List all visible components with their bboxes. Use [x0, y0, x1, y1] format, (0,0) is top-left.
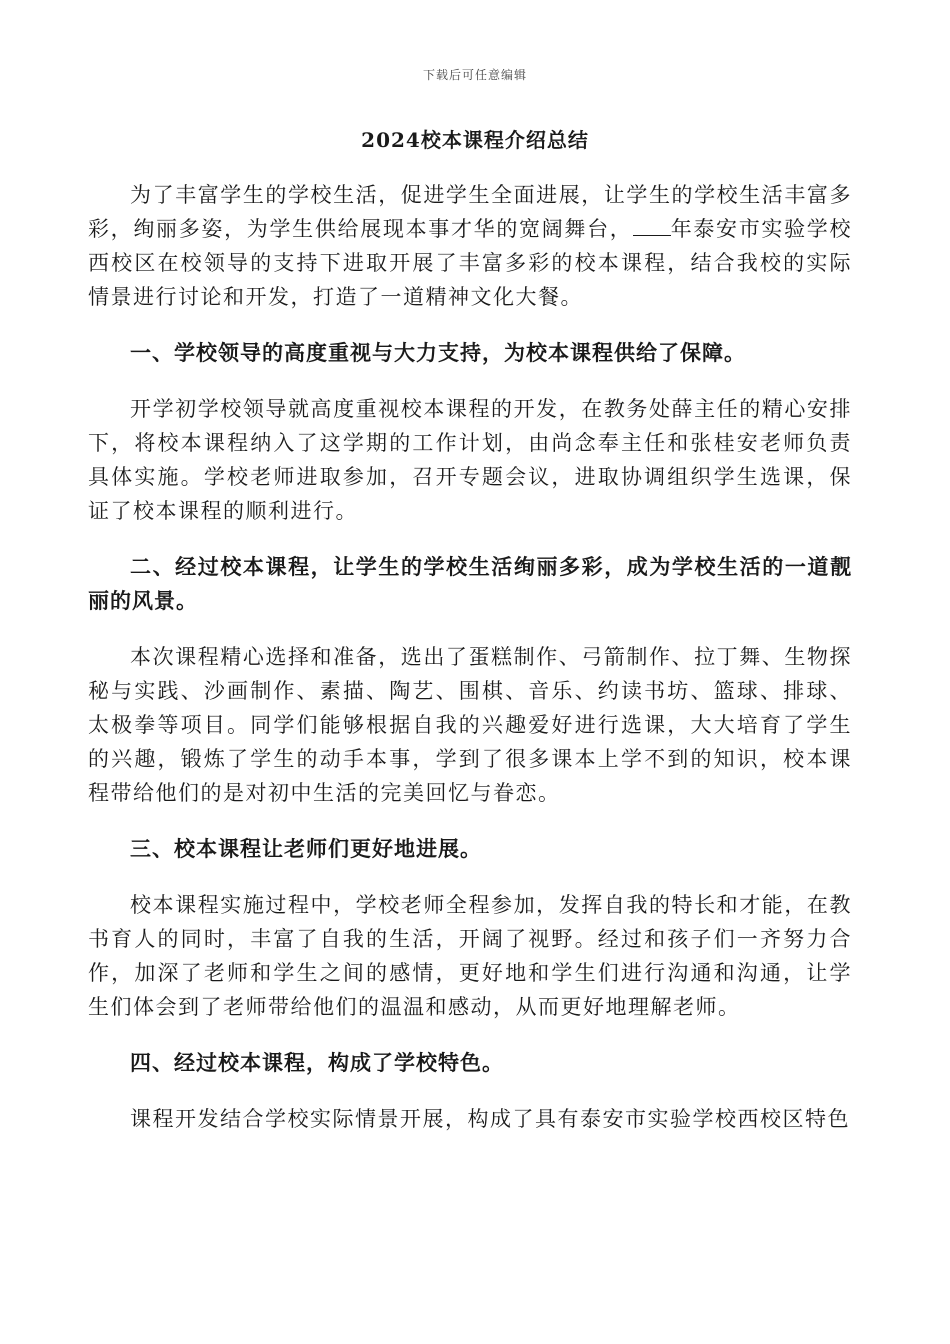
section-body-4: 课程开发结合学校实际情景开展，构成了具有泰安市实验学校西校区特色: [130, 1107, 850, 1131]
header-note: 下载后可任意编辑: [422, 68, 527, 82]
intro-paragraph: [88, 178, 852, 314]
section-heading-3: 三、校本课程让老师们更好地进展。: [130, 836, 482, 861]
year-blank: [633, 215, 671, 236]
document-body: [88, 178, 852, 1158]
section-heading-1: 一、学校领导的高度重视与大力支持，为校本课程供给了保障。: [130, 340, 746, 365]
section-heading-2: 二、经过校本课程，让学生的学校生活绚丽多彩，成为学校生活的一道靓丽的风景。: [88, 554, 852, 613]
section-body-3: 校本课程实施过程中，学校老师全程参加，发挥自我的特长和才能，在教书育人的同时，丰富了自我的生活，开阔了视野。经过和孩子们一齐努力合作，加深了老师和学生之间的感情，更好地和学生们进行沟通和沟通，让学生们体会到了老师带给他们的温温和感动，从而更好地理解老师。: [88, 893, 852, 1019]
section-heading-4: 四、经过校本课程，构成了学校特色。: [130, 1050, 504, 1075]
intro-text-before-blank: 为了丰富学生的学校生活，促进学生全面进展，让学生的学校生活丰富多彩，绚丽多姿，为学生供给展现本事才华的宽阔舞台，: [88, 183, 852, 241]
section-body-2: 本次课程精心选择和准备，选出了蛋糕制作、弓箭制作、拉丁舞、生物探秘与实践、沙画制作、素描、陶艺、围棋、音乐、约读书坊、篮球、排球、太极拳等项目。同学们能够根据自我的兴趣爱好进行选课，大大培育了学生的兴趣，锻炼了学生的动手本事，学到了很多课本上学不到的知识，校本课程带给他们的是对初中生活的完美回忆与眷恋。: [88, 645, 852, 805]
intro-text-after-blank: 年泰安市实验学校西校区在校领导的支持下进取开展了丰富多彩的校本课程，结合我校的实际情景进行讨论和开发，打造了一道精神文化大餐。: [88, 217, 852, 309]
section-body-1: 开学初学校领导就高度重视校本课程的开发，在教务处薛主任的精心安排下，将校本课程纳入了这学期的工作计划，由尚念奉主任和张桂安老师负责具体实施。学校老师进取参加，召开专题会议，进取协调组织学生选课，保证了校本课程的顺利进行。: [88, 397, 852, 523]
document-title: 2024校本课程介绍总结: [361, 128, 589, 152]
